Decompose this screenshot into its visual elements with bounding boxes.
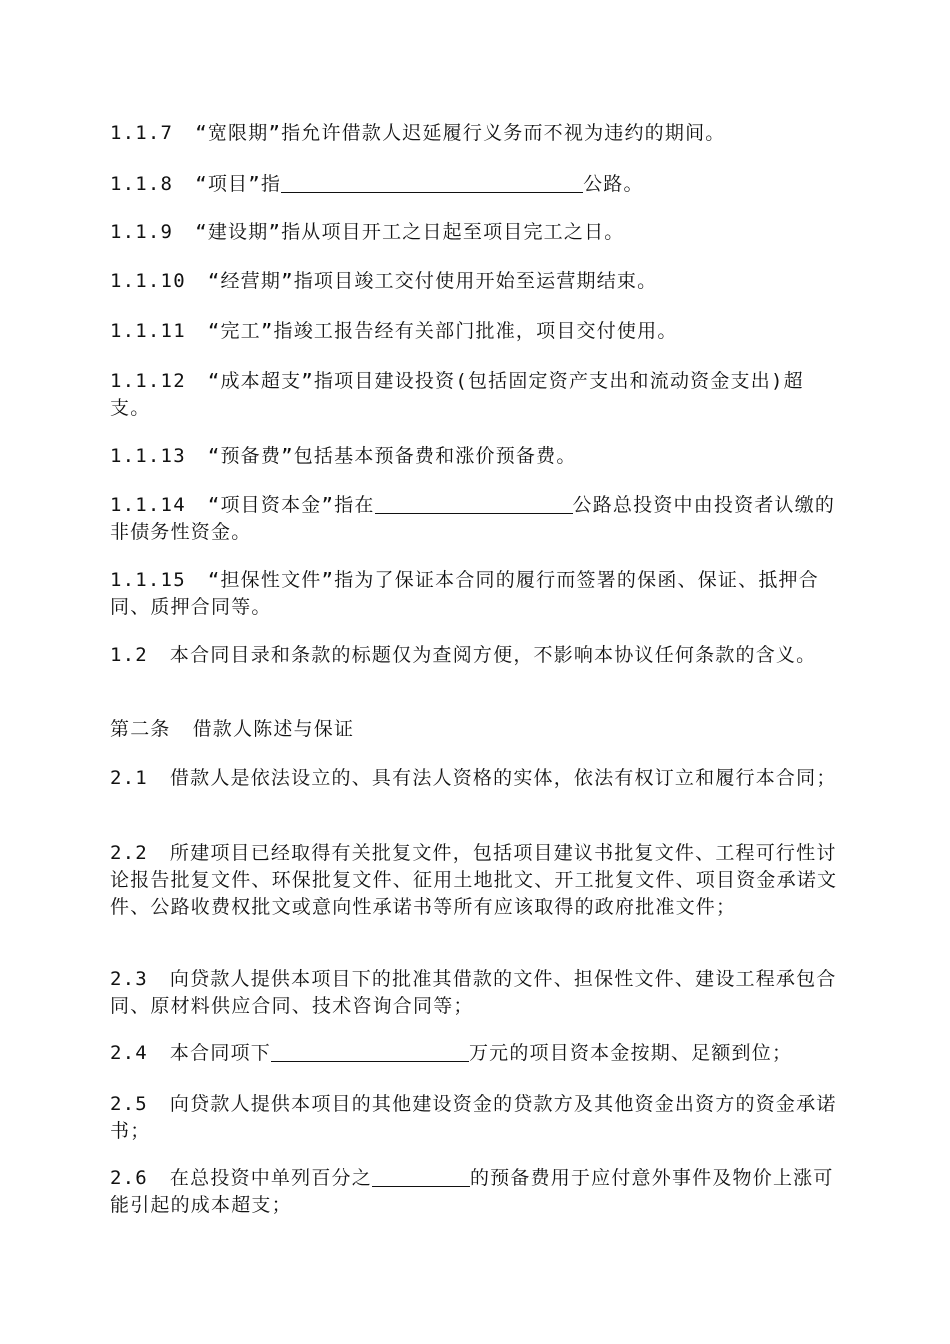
article-2-heading — [110, 716, 842, 743]
clause-1-1-11 — [110, 318, 842, 345]
clause-number: 1.1.10 — [110, 270, 186, 292]
clause-number: 1.2 — [110, 644, 148, 666]
clause-text: “宽限期”指允许借款人迟延履行义务而不视为违约的期间。 — [195, 122, 726, 144]
clause-text: “预备费”包括基本预备费和涨价预备费。 — [207, 445, 577, 467]
clause-text: “完工”指竣工报告经有关部门批准，项目交付使用。 — [207, 320, 678, 342]
fill-in-blank — [271, 1041, 469, 1062]
clause-text: “成本超支”指项目建设投资(包括固定资产支出和流动资金支出)超支。 — [110, 370, 804, 419]
clause-text: 所建项目已经取得有关批复文件，包括项目建议书批复文件、工程可行性讨论报告批复文件、环保批复文件、征用土地批文、开工批复文件、项目资金承诺文件、公路收费权批文或意向性承诺书等所有应该取得的政府批准文件； — [110, 842, 838, 918]
clause-number: 1.1.13 — [110, 445, 186, 467]
clause-text: 向贷款人提供本项目的其他建设资金的贷款方及其他资金出资方的资金承诺书； — [110, 1093, 837, 1142]
clause-number: 1.1.12 — [110, 370, 186, 392]
clause-number: 2.2 — [110, 842, 148, 864]
clause-text: “项目资本金”指在 — [207, 494, 375, 516]
clause-1-1-8 — [110, 171, 842, 198]
clause-text: 在总投资中单列百分之 — [169, 1167, 372, 1189]
clause-2-3 — [110, 966, 842, 1020]
clause-2-6 — [110, 1165, 842, 1219]
clause-1-1-9 — [110, 219, 842, 246]
clause-text-after-blank: 公路。 — [583, 173, 644, 195]
article-number: 第二条 — [110, 718, 171, 740]
clause-1-1-10 — [110, 268, 842, 295]
clause-1-1-7 — [110, 120, 842, 147]
clause-2-5 — [110, 1091, 842, 1145]
clause-number: 2.3 — [110, 968, 148, 990]
clause-number: 1.1.9 — [110, 221, 174, 243]
clause-text: 借款人是依法设立的、具有法人资格的实体，依法有权订立和履行本合同； — [169, 767, 837, 789]
clause-number: 2.4 — [110, 1042, 148, 1064]
fill-in-blank — [375, 493, 573, 514]
clause-number: 2.6 — [110, 1167, 148, 1189]
clause-text: “项目”指 — [195, 173, 282, 195]
clause-text-after-blank: 公路总投资中由投资者认缴的非债务性资金。 — [110, 494, 836, 543]
article-title: 借款人陈述与保证 — [192, 718, 355, 740]
clause-number: 1.1.15 — [110, 569, 186, 591]
clause-1-1-14 — [110, 492, 842, 546]
clause-text-after-blank: 的预备费用于应付意外事件及物价上涨可能引起的成本超支； — [110, 1167, 834, 1216]
clause-number: 1.1.8 — [110, 173, 174, 195]
clause-1-2 — [110, 642, 842, 669]
clause-1-1-12 — [110, 368, 842, 422]
clause-text: 本合同项下 — [169, 1042, 271, 1064]
clause-number: 1.1.14 — [110, 494, 186, 516]
clause-text: 本合同目录和条款的标题仅为查阅方便，不影响本协议任何条款的含义。 — [169, 644, 817, 666]
fill-in-blank — [372, 1166, 470, 1187]
clause-number: 2.5 — [110, 1093, 148, 1115]
clause-1-1-13 — [110, 443, 842, 470]
clause-number: 2.1 — [110, 767, 148, 789]
clause-text: “建设期”指从项目开工之日起至项目完工之日。 — [195, 221, 625, 243]
clause-text: 向贷款人提供本项目下的批准其借款的文件、担保性文件、建设工程承包合同、原材料供应合同、技术咨询合同等； — [110, 968, 837, 1017]
clause-2-4 — [110, 1040, 842, 1067]
clause-2-2 — [110, 840, 842, 921]
clause-number: 1.1.11 — [110, 320, 186, 342]
clause-text: “经营期”指项目竣工交付使用开始至运营期结束。 — [207, 270, 658, 292]
clause-text-after-blank: 万元的项目资本金按期、足额到位； — [468, 1042, 793, 1064]
fill-in-blank — [281, 172, 583, 193]
clause-number: 1.1.7 — [110, 122, 174, 144]
clause-1-1-15 — [110, 567, 842, 621]
clause-text: “担保性文件”指为了保证本合同的履行而签署的保函、保证、抵押合同、质押合同等。 — [110, 569, 819, 618]
clause-2-1 — [110, 765, 842, 792]
